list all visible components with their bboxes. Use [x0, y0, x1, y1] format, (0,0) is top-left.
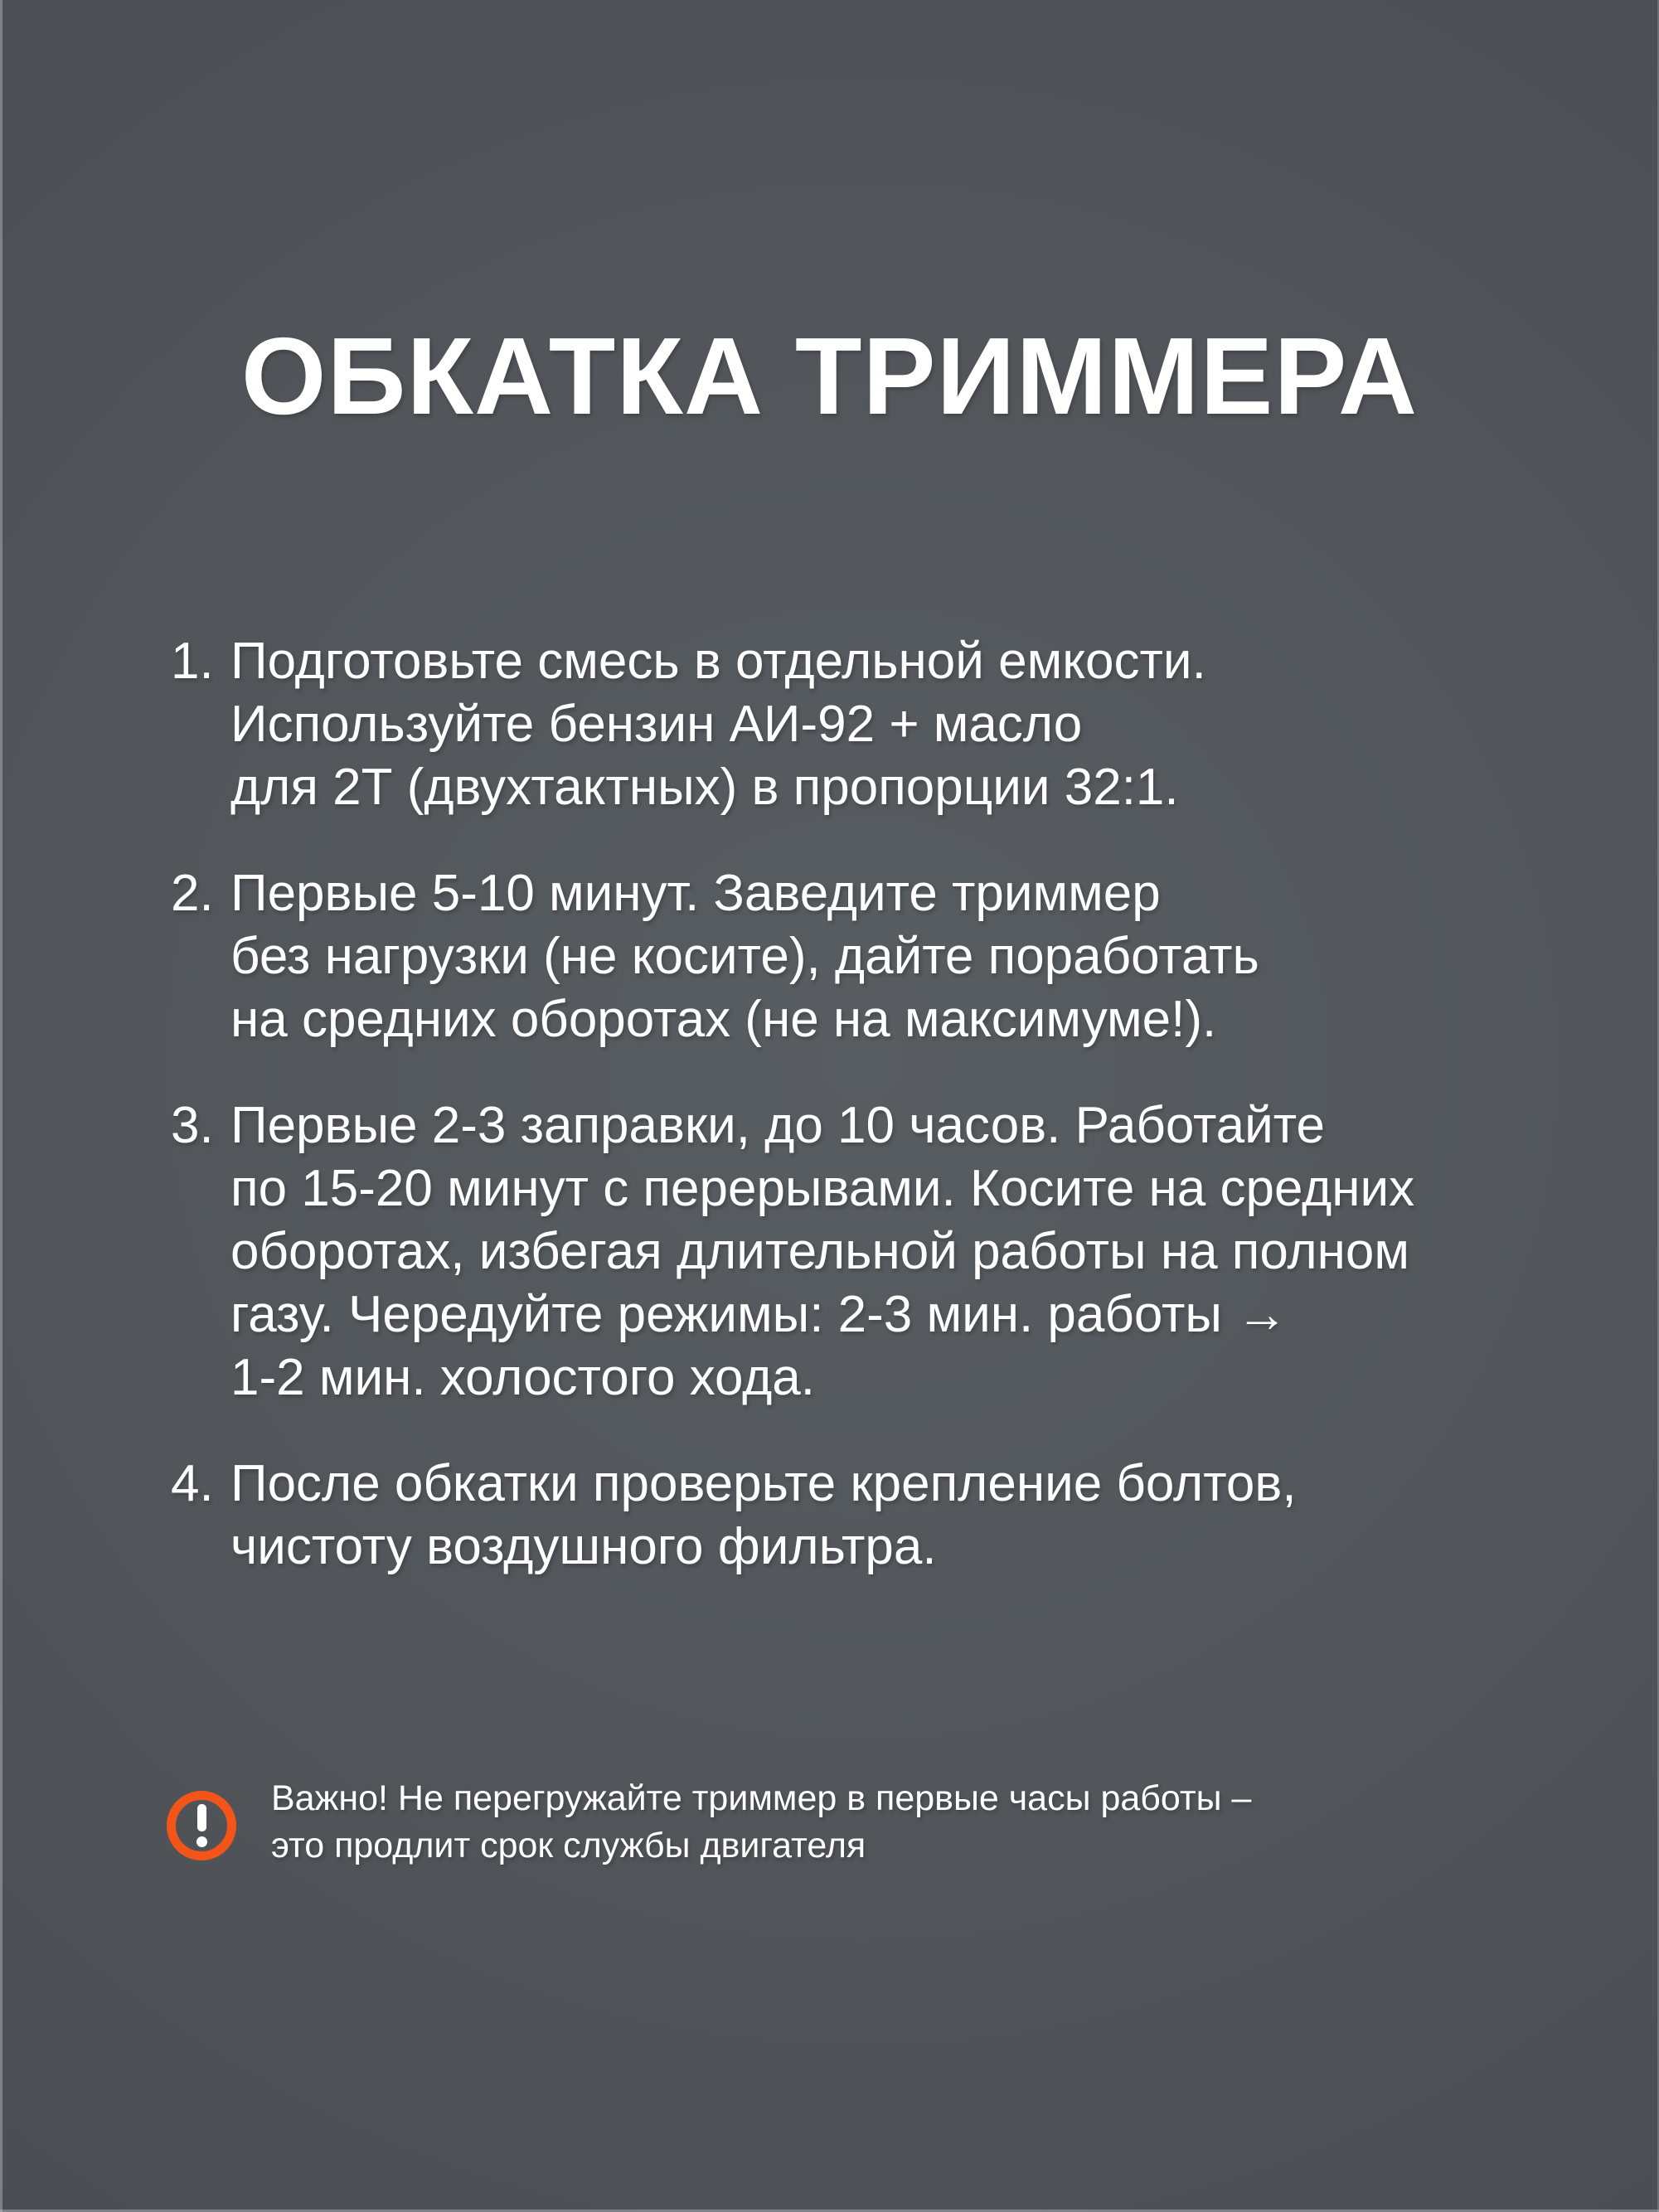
- step-text-line: для 2Т (двухтактных) в пропорции 32:1.: [230, 759, 1179, 816]
- step-text-line: Первые 5-10 минут. Заведите триммер: [230, 865, 1161, 922]
- step-text-line: Используйте бензин АИ-92 + масло: [230, 696, 1083, 753]
- note-text-line: это продлит срок службы двигателя: [271, 1826, 866, 1865]
- step-text-line: газу. Чередуйте режимы: 2-3 мин. работы →: [230, 1286, 1288, 1343]
- step-text-line: оборотах, избегая длительной работы на полном: [230, 1223, 1410, 1280]
- step-text-line: Первые 2-3 заправки, до 10 часов. Работайте: [230, 1097, 1325, 1154]
- page-title: ОБКАТКА ТРИММЕРА: [240, 315, 1419, 437]
- step-number: 3.: [171, 1097, 214, 1154]
- step-number: 1.: [171, 633, 214, 690]
- step-number: 2.: [171, 865, 214, 922]
- exclamation-bar: [197, 1804, 206, 1831]
- step-number: 4.: [171, 1455, 214, 1512]
- step-text-line: чистоту воздушного фильтра.: [230, 1518, 937, 1575]
- step-text-line: 1-2 мин. холостого хода.: [230, 1349, 816, 1406]
- step-text-line: по 15-20 минут с перерывами. Косите на средних: [230, 1160, 1415, 1217]
- exclamation-circle-icon: [167, 1791, 236, 1860]
- exclamation-dot: [196, 1836, 207, 1847]
- important-note: [271, 1775, 1251, 1870]
- list-item: [0, 1094, 1542, 1409]
- step-text: [230, 1453, 1297, 1579]
- list-item: [0, 862, 1542, 1051]
- step-text-line: без нагрузки (не косите), дайте поработать: [230, 928, 1259, 985]
- step-text-line: на средних оборотах (не на максимуме!).: [230, 991, 1217, 1048]
- steps-list: [0, 630, 1542, 1622]
- list-item: [0, 630, 1542, 819]
- note-text-line: Важно! Не перегружайте триммер в первые часы работы –: [271, 1778, 1252, 1818]
- step-text-line: После обкатки проверьте крепление болтов,: [230, 1455, 1297, 1512]
- step-text: [230, 862, 1259, 1051]
- step-text: [230, 1094, 1414, 1409]
- step-text-line: Подготовьте смесь в отдельной емкости.: [230, 633, 1206, 690]
- step-text: [230, 630, 1206, 819]
- list-item: [0, 1453, 1542, 1579]
